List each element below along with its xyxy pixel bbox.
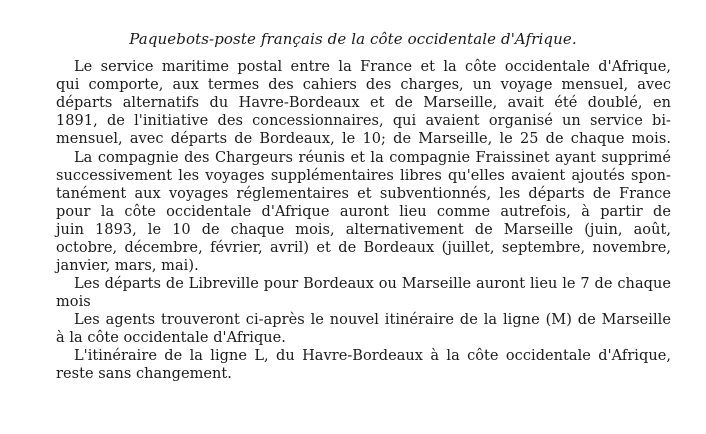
paragraph-4-line-1: Les agents trouveront ci-après le nouvel itinéraire de la ligne (M) de Marseille <box>74 312 671 328</box>
paragraph-3-line-1: Les départs de Libreville pour Bordeaux ou Marseille auront lieu le 7 de chaque <box>74 276 671 292</box>
page-title: Paquebots-poste français de la côte occidentale d'Afrique. <box>129 30 577 48</box>
paragraph-5-line-1: L'itinéraire de la ligne L, du Havre-Bordeaux à la côte occidentale d'Afrique, <box>74 348 671 364</box>
paragraph-4-line-2: à la côte occidentale d'Afrique. <box>56 330 286 346</box>
paragraph-1-line-4: 1891, de l'initiative des concessionnaires, qui avaient organisé un service bi- <box>56 113 671 129</box>
paragraph-2-line-1: La compagnie des Chargeurs réunis et la compagnie Fraissinet ayant supprimé <box>74 150 671 166</box>
paragraph-2-line-6: octobre, décembre, février, avril) et de Bordeaux (juillet, septembre, novembre, <box>56 240 671 256</box>
paragraph-2-line-4: pour la côte occidentale d'Afrique auront lieu comme autrefois, à partir de <box>56 204 671 220</box>
paragraph-1-line-5: mensuel, avec départs de Bordeaux, le 10; de Marseille, le 25 de chaque mois. <box>56 131 671 147</box>
paragraph-2-line-2: successivement les voyages supplémentaires libres qu'elles avaient ajoutés spon- <box>56 168 671 184</box>
paragraph-2-line-3: tanément aux voyages réglementaires et subventionnés, les départs de France <box>56 186 671 202</box>
paragraph-1-line-1: Le service maritime postal entre la France et la côte occidentale d'Afrique, <box>74 59 671 75</box>
paragraph-2-line-5: juin 1893, le 10 de chaque mois, alternativement de Marseille (juin, août, <box>56 222 671 238</box>
paragraph-1-line-2: qui comporte, aux termes des cahiers des charges, un voyage mensuel, avec <box>56 77 671 93</box>
paragraph-5-line-2: reste sans changement. <box>56 366 232 382</box>
paragraph-1-line-3: départs alternatifs du Havre-Bordeaux et de Marseille, avait été doublé, en <box>56 95 671 111</box>
paragraph-3-line-2: mois <box>56 294 91 310</box>
paragraph-2-line-7: janvier, mars, mai). <box>56 258 199 274</box>
